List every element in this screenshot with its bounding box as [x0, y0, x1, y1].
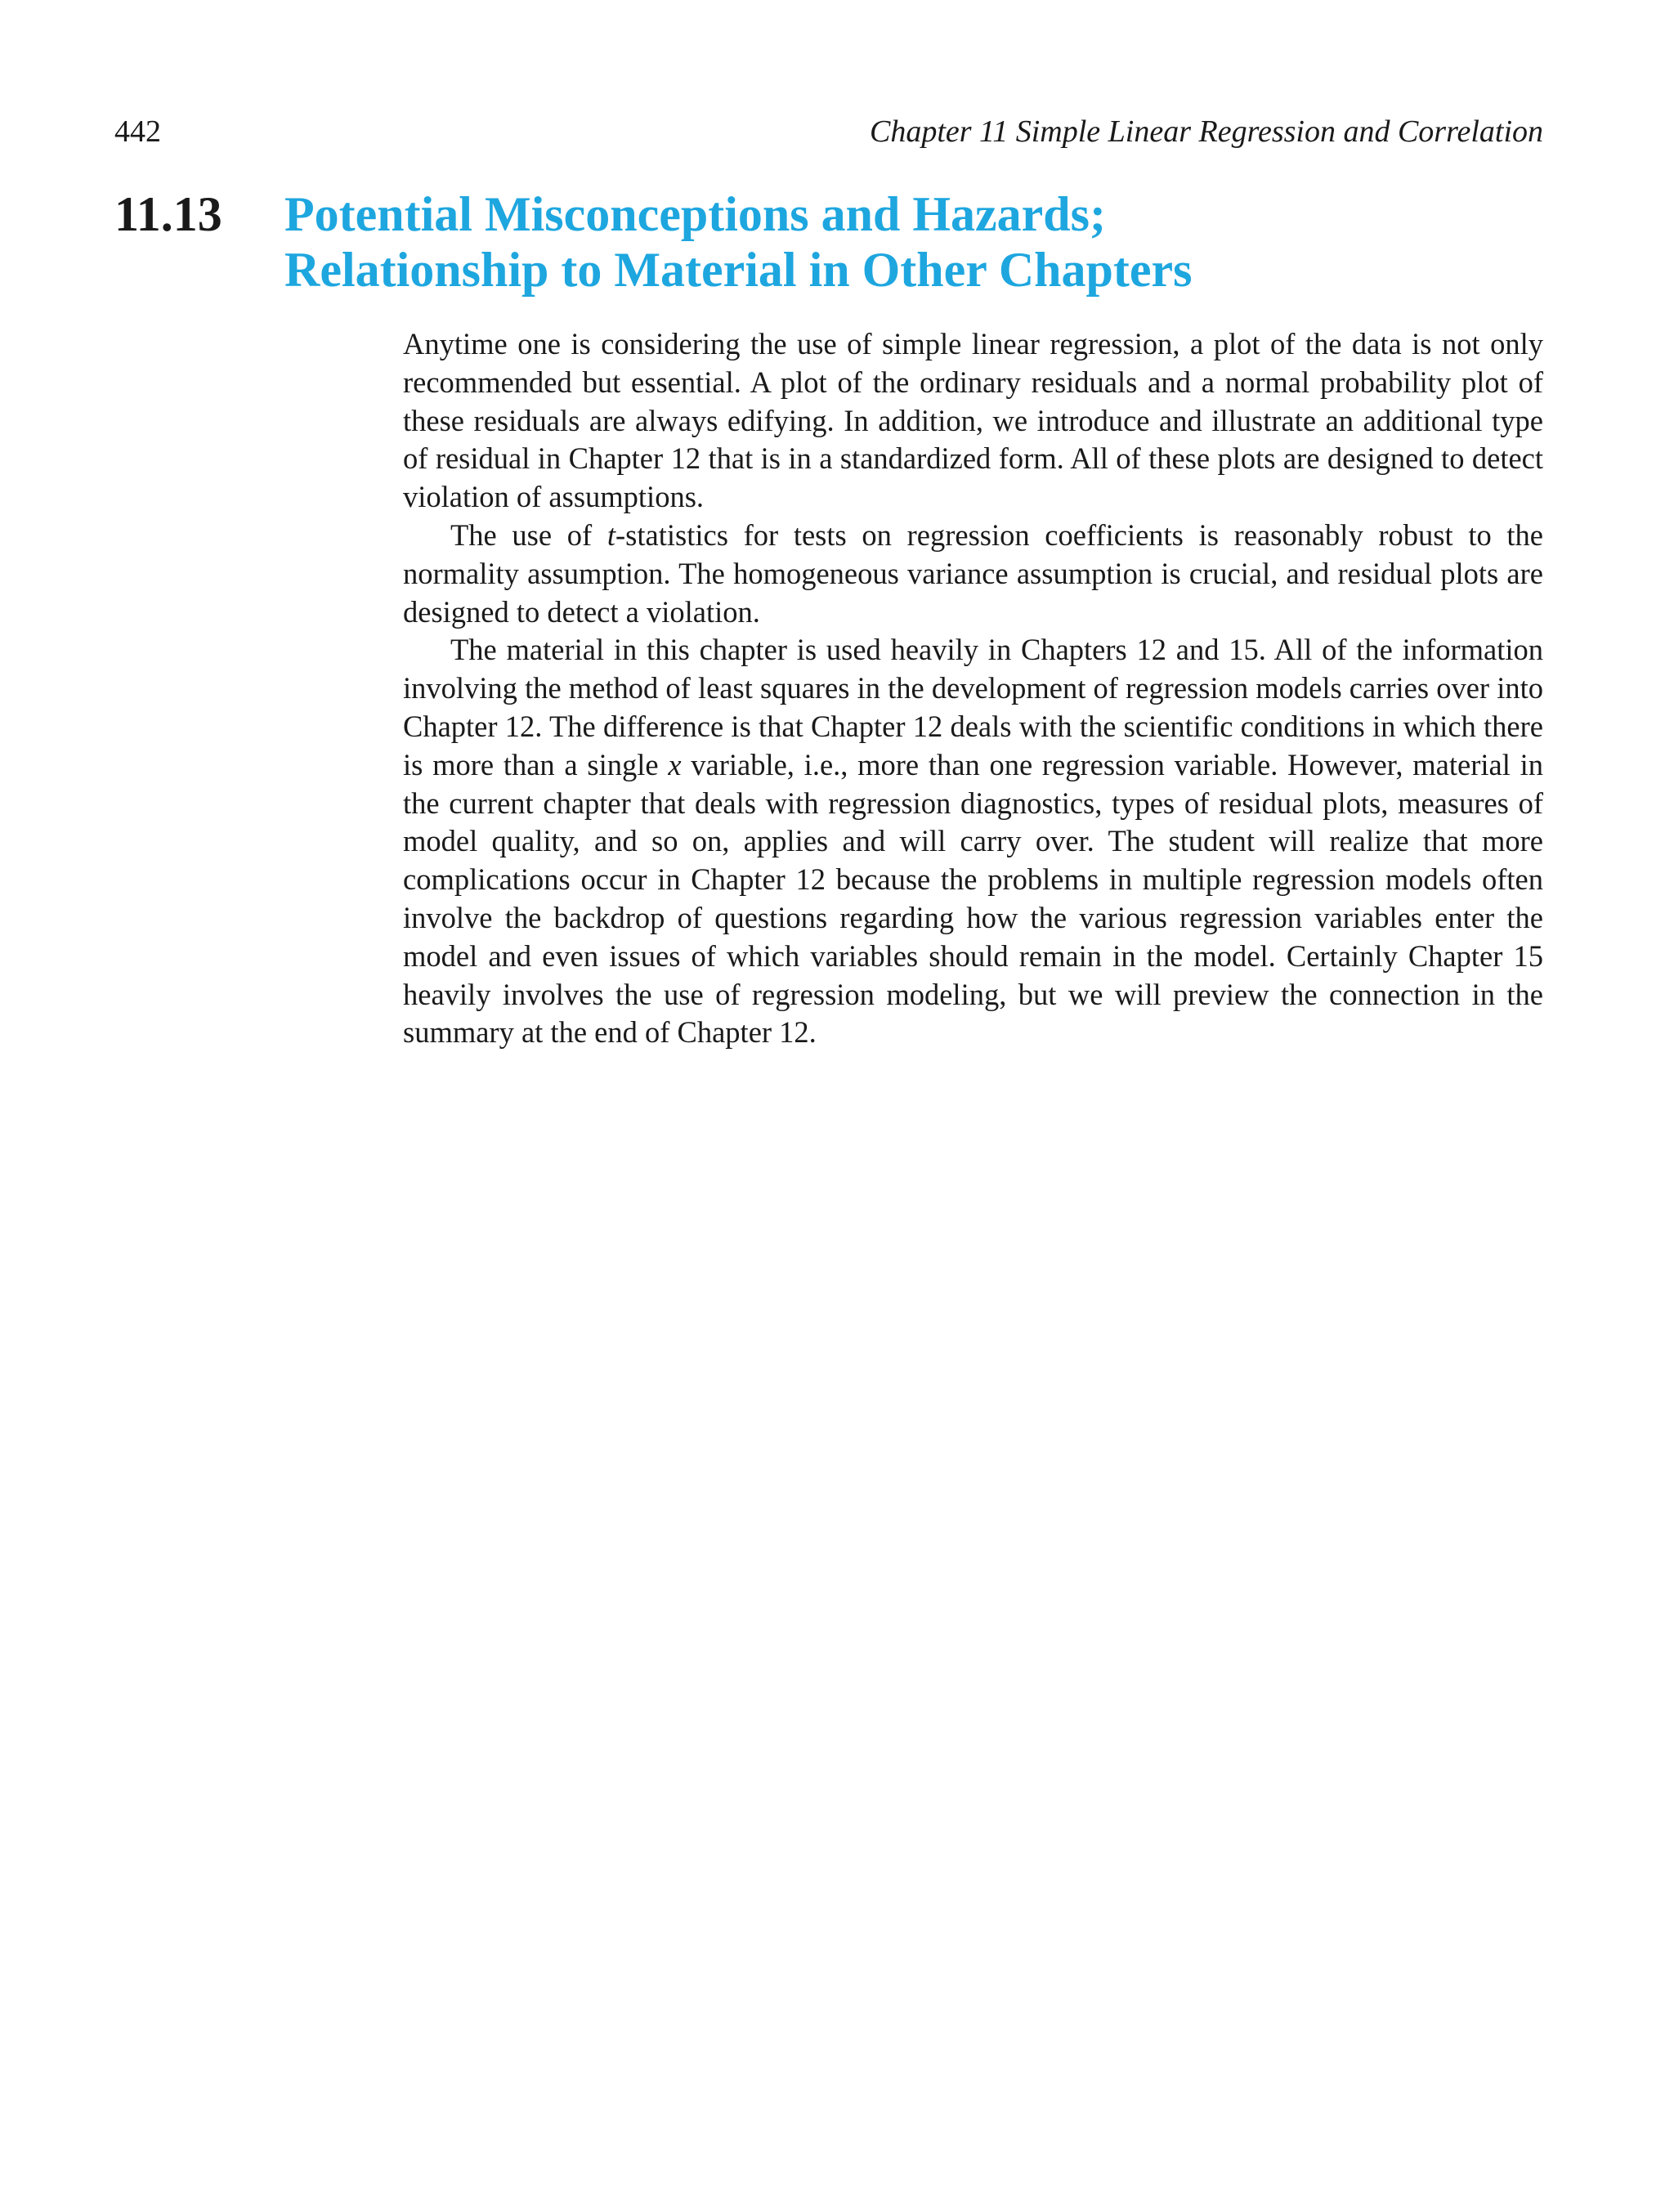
paragraph-2	[403, 517, 1543, 631]
paragraph-2-text-start: The use of	[450, 517, 607, 552]
page-number: 442	[114, 114, 161, 149]
paragraph-3-text-end: variable, i.e., more than one regression variable. However, material in the current chapter that deals with regression diagnostics, types of residual plots, measures of model quality, and so on, applies and will carry over. The student will realize that more complications occur in Chapter 12 because the problems in multiple regression models often involve the backdrop of questions regarding how the various regression variables enter the model and even issues of which variables should remain in the model. Certainly Chapter 15 heavily involves the use of regression modeling, but we will preview the connection in the summary at the end of Chapter 12.	[403, 747, 1543, 1050]
paragraph-3-text-start: The material in this chapter is used heavily in Chapters 12 and 15. All of the information involving the method of least squares in the development of regression models carries over into Chapter 12. The difference is that Chapter 12 deals with the scientific conditions in which there is more than a single	[403, 633, 1543, 781]
paragraph-1: Anytime one is considering the use of simple linear regression, a plot of the data is not only recommended but essential. A plot of the ordinary residuals and a normal probability plot of these residuals are always edifying. In addition, we introduce and illustrate an additional type of residual in Chapter 12 that is in a standardized form. All of these plots are designed to detect violation of assumptions.	[403, 327, 1543, 514]
running-header	[114, 113, 1543, 150]
x-variable-symbol: x	[668, 747, 682, 781]
section-title-line-2: Relationship to Material in Other Chapters	[284, 243, 1193, 297]
section-title-line-1: Potential Misconceptions and Hazards;	[284, 187, 1106, 241]
t-statistic-symbol: t	[606, 517, 616, 552]
section-number: 11.13	[114, 187, 222, 241]
section-body	[403, 325, 1543, 1052]
paragraph-3	[403, 631, 1543, 1052]
section-title	[284, 186, 1193, 298]
paragraph-2-text-end: -statistics for tests on regression coefficients is reasonably robust to the normality assumption. The homogeneous variance assumption is crucial, and residual plots are designed to detect a violation.	[403, 517, 1543, 629]
chapter-title: Chapter 11 Simple Linear Regression and Correlation	[869, 114, 1543, 149]
